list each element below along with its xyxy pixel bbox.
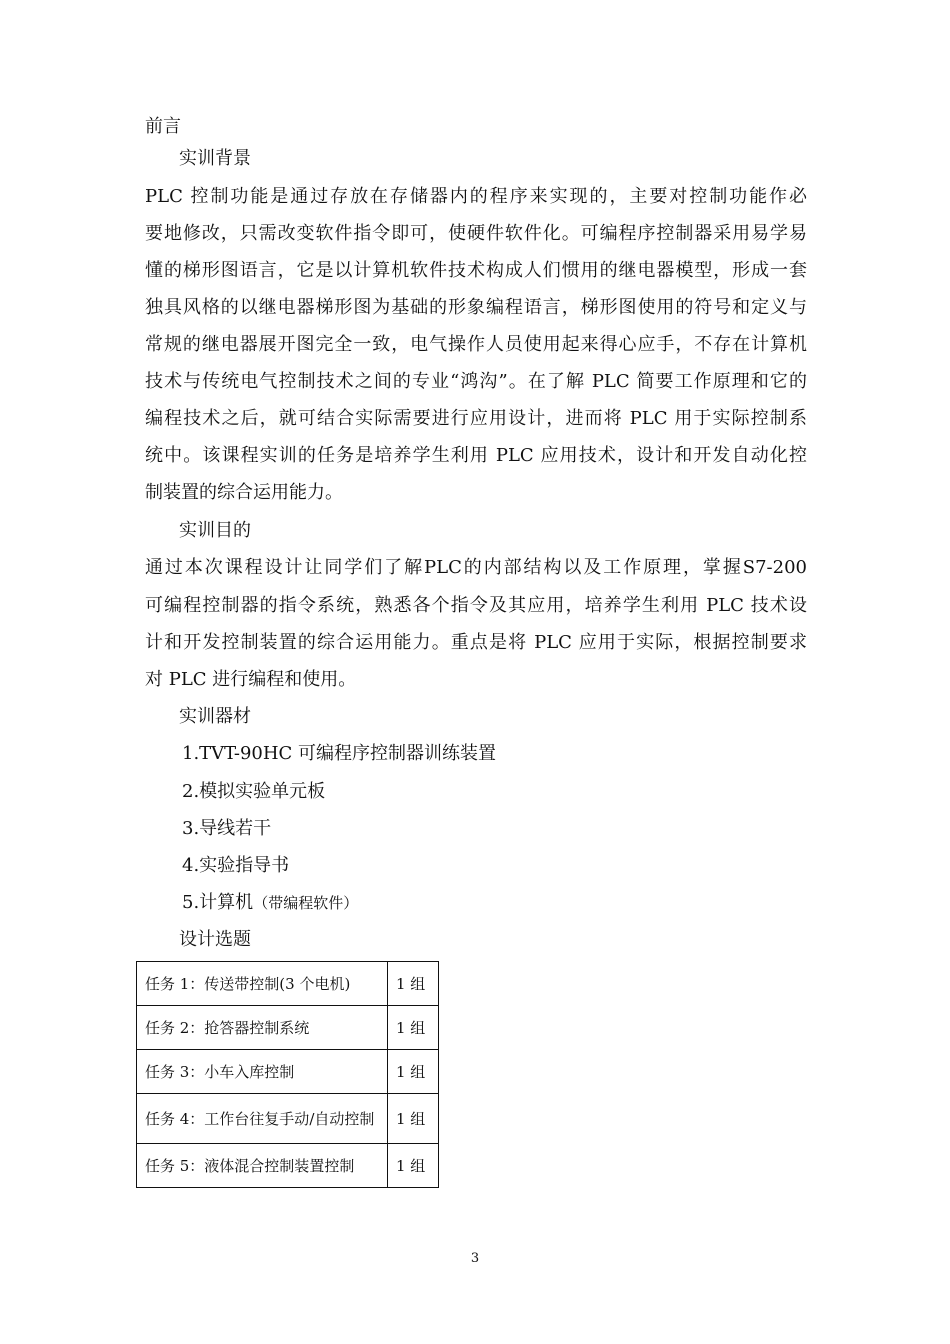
purpose-line: 对 PLC 进行编程和使用。: [145, 669, 357, 690]
task-qty: 1 组: [388, 1050, 439, 1094]
background-line: 统中。该课程实训的任务是培养学生利用 PLC 应用技术，设计和开发自动化控: [145, 445, 807, 466]
equipment-heading: 实训器材: [179, 706, 251, 727]
background-line: 编程技术之后，就可结合实际需要进行应用设计，进而将 PLC 用于实际控制系: [145, 408, 807, 429]
preface-title: 前言: [145, 116, 181, 137]
table-row: [137, 1144, 439, 1188]
task-qty: 1 组: [388, 962, 439, 1006]
purpose-line: 通过本次课程设计让同学们了解PLC的内部结构以及工作原理，掌握S7-200: [145, 557, 807, 578]
background-line: 制装置的综合运用能力。: [145, 482, 343, 503]
equipment-item-main: 5.计算机: [182, 892, 254, 913]
table-row: [137, 962, 439, 1006]
background-line: 懂的梯形图语言，它是以计算机软件技术构成人们惯用的继电器模型，形成一套: [145, 260, 807, 281]
equipment-item: 1.TVT-90HC 可编程序控制器训练装置: [182, 743, 497, 764]
purpose-line: 计和开发控制装置的综合运用能力。重点是将 PLC 应用于实际，根据控制要求: [145, 632, 807, 653]
background-line: 常规的继电器展开图完全一致，电气操作人员使用起来得心应手，不存在计算机: [145, 334, 807, 355]
table-row: [137, 1094, 439, 1144]
purpose-line: 可编程控制器的指令系统，熟悉各个指令及其应用，培养学生利用 PLC 技术设: [145, 595, 807, 616]
task-name: 任务 1：传送带控制(3 个电机): [137, 962, 388, 1006]
table-row: [137, 1006, 439, 1050]
background-heading: 实训背景: [179, 148, 251, 169]
task-qty: 1 组: [388, 1094, 439, 1144]
task-name: 任务 2：抢答器控制系统: [137, 1006, 388, 1050]
table-row: [137, 1050, 439, 1094]
equipment-item-note: （带编程软件）: [253, 894, 359, 912]
page-number: 3: [470, 1251, 480, 1266]
equipment-item: 3.导线若干: [182, 818, 272, 839]
purpose-heading: 实训目的: [179, 520, 251, 541]
task-qty: 1 组: [388, 1006, 439, 1050]
equipment-item: 2.模拟实验单元板: [182, 781, 326, 802]
task-qty: 1 组: [388, 1144, 439, 1188]
task-name: 任务 4：工作台往复手动/自动控制: [137, 1094, 388, 1144]
background-line: 要地修改，只需改变软件指令即可，使硬件软件化。可编程序控制器采用易学易: [145, 223, 807, 244]
background-line: PLC 控制功能是通过存放在存储器内的程序来实现的，主要对控制功能作必: [145, 186, 807, 207]
equipment-item: 4.实验指导书: [182, 855, 290, 876]
topics-heading: 设计选题: [179, 929, 251, 950]
equipment-item: [182, 893, 358, 913]
task-name: 任务 5：液体混合控制装置控制: [137, 1144, 388, 1188]
topics-table: [136, 961, 439, 1188]
background-line: 独具风格的以继电器梯形图为基础的形象编程语言，梯形图使用的符号和定义与: [145, 297, 807, 318]
task-name: 任务 3：小车入库控制: [137, 1050, 388, 1094]
background-line: 技术与传统电气控制技术之间的专业“鸿沟”。在了解 PLC 简要工作原理和它的: [145, 371, 807, 392]
